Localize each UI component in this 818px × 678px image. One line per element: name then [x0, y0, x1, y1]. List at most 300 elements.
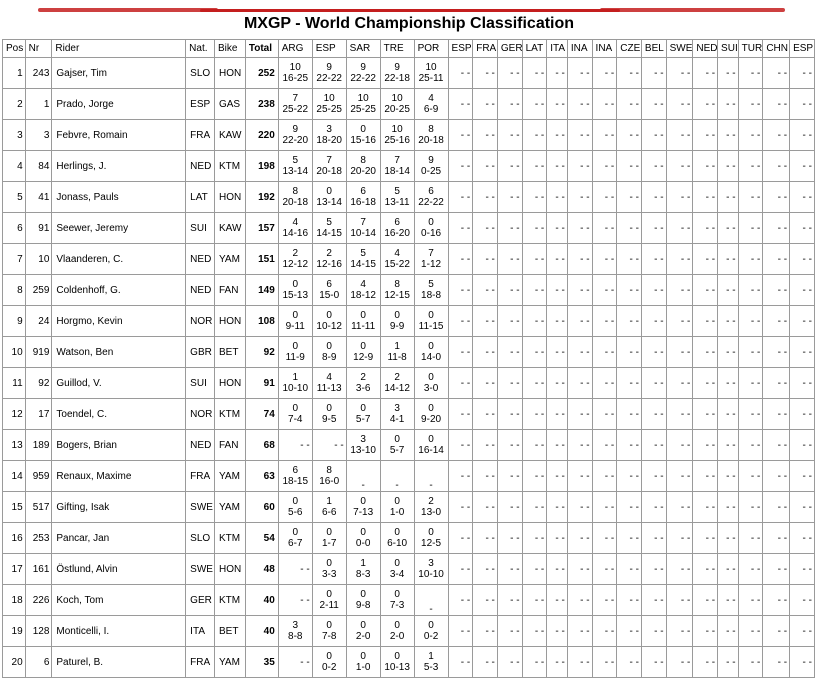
event-points: 0 — [360, 341, 366, 352]
heat-points: 20-18 — [316, 166, 342, 177]
event-empty-cell: - - — [718, 182, 739, 213]
event-empty-cell: - - — [666, 368, 693, 399]
event-empty-cell: - - — [666, 523, 693, 554]
heat-points: 3-6 — [355, 383, 371, 394]
event-empty-cell: - - — [738, 275, 763, 306]
event-empty-cell: - - — [567, 368, 592, 399]
heat-points: 13-10 — [350, 445, 376, 456]
event-empty-cell: - - — [763, 399, 790, 430]
event-result-cell — [414, 523, 448, 554]
event-empty-cell: - - — [522, 58, 547, 89]
event-empty-cell: - - — [497, 89, 522, 120]
cell-total: 220 — [245, 120, 278, 151]
table-row — [3, 58, 815, 89]
event-result-cell — [414, 492, 448, 523]
event-empty-cell: - - — [718, 554, 739, 585]
event-points: 0 — [326, 186, 332, 197]
event-empty-cell: - - — [738, 368, 763, 399]
event-empty-cell: - - — [763, 275, 790, 306]
event-empty-cell: - - — [641, 430, 666, 461]
heat-points: 1-7 — [321, 538, 337, 549]
event-empty-cell: - - — [693, 399, 718, 430]
event-points: 9 — [394, 62, 400, 73]
cell-rider[interactable]: Gajser, Tim — [52, 58, 186, 89]
cell-rider[interactable]: Paturel, B. — [52, 647, 186, 678]
event-empty-cell: - - — [497, 213, 522, 244]
cell-rider[interactable]: Watson, Ben — [52, 337, 186, 368]
event-result-cell — [414, 182, 448, 213]
header-event-tre[interactable]: TRE — [380, 40, 414, 58]
event-empty-cell: - - — [522, 337, 547, 368]
event-empty-cell: - - — [567, 616, 592, 647]
header-event-sar[interactable]: SAR — [346, 40, 380, 58]
header-pos[interactable]: Pos — [3, 40, 26, 58]
event-empty-cell: - - — [592, 89, 617, 120]
event-points: 3 — [428, 558, 434, 569]
event-result-cell — [312, 616, 346, 647]
event-empty-cell: - - — [763, 244, 790, 275]
event-empty-cell: - - — [448, 182, 473, 213]
event-empty-cell: - - — [641, 306, 666, 337]
event-result-cell — [278, 182, 312, 213]
event-result-cell — [380, 58, 414, 89]
heat-points: 6-6 — [321, 507, 337, 518]
event-empty-cell: - - — [641, 182, 666, 213]
cell-rider[interactable]: Jonass, Pauls — [52, 182, 186, 213]
event-empty-cell: - - — [617, 585, 642, 616]
event-empty-cell: - - — [497, 151, 522, 182]
cell-rider[interactable]: Östlund, Alvin — [52, 554, 186, 585]
cell-bike: KTM — [214, 151, 245, 182]
event-empty-cell: - - — [718, 585, 739, 616]
event-empty-cell: - - — [448, 523, 473, 554]
event-empty-cell: - - — [567, 213, 592, 244]
cell-nat: FRA — [186, 120, 215, 151]
header-event-ned[interactable]: NED — [693, 40, 718, 58]
event-empty-cell: - - — [738, 616, 763, 647]
cell-nr: 41 — [25, 182, 52, 213]
event-result-cell — [278, 58, 312, 89]
event-empty-cell: - - — [693, 213, 718, 244]
event-result-cell — [346, 213, 380, 244]
event-empty-cell: - - — [522, 306, 547, 337]
event-empty-cell: - - — [738, 492, 763, 523]
event-empty-cell: - - — [666, 554, 693, 585]
cell-nr: 259 — [25, 275, 52, 306]
event-empty-cell: - - — [666, 461, 693, 492]
cell-pos: 2 — [3, 89, 26, 120]
event-empty-cell: - - — [448, 430, 473, 461]
cell-rider[interactable]: Monticelli, I. — [52, 616, 186, 647]
event-empty-cell: - - — [522, 120, 547, 151]
header-event-esp[interactable]: ESP — [790, 40, 815, 58]
event-empty-cell: - - — [567, 244, 592, 275]
event-points: 3 — [292, 620, 299, 631]
event-empty-cell: - - — [473, 151, 498, 182]
event-empty-cell: - - — [617, 151, 642, 182]
cell-nat: GER — [186, 585, 215, 616]
event-empty-cell: - - — [641, 647, 666, 678]
event-empty-cell: - - — [666, 213, 693, 244]
heat-points: 8-9 — [321, 352, 337, 363]
event-empty-cell: - - — [617, 616, 642, 647]
table-row — [3, 430, 815, 461]
event-empty-cell: - - — [473, 182, 498, 213]
cell-nat: NED — [186, 430, 215, 461]
event-empty-cell: - - — [718, 275, 739, 306]
event-empty-cell: - - — [547, 647, 568, 678]
cell-rider[interactable]: Horgmo, Kevin — [52, 306, 186, 337]
heat-points: 3-0 — [423, 383, 439, 394]
event-empty-cell: - - — [617, 554, 642, 585]
event-empty-cell: - - — [790, 430, 815, 461]
heat-points: 13-14 — [282, 166, 309, 177]
event-result-cell — [380, 368, 414, 399]
heat-points: 3-3 — [321, 569, 337, 580]
heat-points: 11-15 — [418, 321, 444, 332]
event-empty-cell: - - — [693, 275, 718, 306]
event-result-cell — [278, 492, 312, 523]
heat-points: 9-9 — [389, 321, 405, 332]
heat-points: 18-12 — [350, 290, 376, 301]
event-empty-cell: - - — [641, 120, 666, 151]
heat-points: 14-15 — [316, 228, 342, 239]
cell-pos: 4 — [3, 151, 26, 182]
event-empty-cell: - - — [473, 616, 498, 647]
event-result-cell — [346, 120, 380, 151]
cell-rider[interactable]: Koch, Tom — [52, 585, 186, 616]
event-result-cell — [312, 89, 346, 120]
heat-points: 1-0 — [389, 507, 405, 518]
event-result-cell — [346, 306, 380, 337]
event-empty-cell: - - — [666, 430, 693, 461]
event-points: 10 — [391, 93, 403, 104]
header-event-esp[interactable]: ESP — [448, 40, 473, 58]
event-empty-cell: - - — [522, 461, 547, 492]
header-event-lat[interactable]: LAT — [522, 40, 547, 58]
cell-bike: YAM — [214, 244, 245, 275]
table-row — [3, 585, 815, 616]
event-empty-cell: - - — [617, 399, 642, 430]
event-empty-cell: - - — [738, 337, 763, 368]
event-empty-cell: - - — [497, 461, 522, 492]
event-empty-cell: - - — [790, 58, 815, 89]
classification-table — [2, 39, 815, 678]
event-result-cell — [380, 554, 414, 585]
cell-rider[interactable]: Toendel, C. — [52, 399, 186, 430]
cell-total: 40 — [245, 616, 278, 647]
table-row — [3, 151, 815, 182]
event-points: 5 — [394, 186, 400, 197]
event-empty-cell: - - — [790, 120, 815, 151]
heat-points: 22-18 — [384, 73, 410, 84]
event-points: 0 — [292, 527, 299, 538]
event-empty-cell: - - — [473, 647, 498, 678]
event-empty-cell: - - — [718, 430, 739, 461]
cell-rider[interactable]: Pancar, Jan — [52, 523, 186, 554]
event-result-cell — [414, 616, 448, 647]
event-result-cell — [380, 430, 414, 461]
event-empty-cell: - - — [790, 554, 815, 585]
cell-total: 151 — [245, 244, 278, 275]
event-empty-cell: - - — [693, 306, 718, 337]
event-points: 0 — [428, 527, 434, 538]
heat-points: 7-8 — [321, 631, 337, 642]
heat-points: 13-14 — [316, 197, 342, 208]
event-empty-cell: - - — [666, 275, 693, 306]
event-result-cell — [414, 647, 448, 678]
event-result-cell — [312, 244, 346, 275]
event-points: 0 — [360, 124, 366, 135]
event-empty-cell: - - — [567, 182, 592, 213]
event-points: 7 — [360, 217, 366, 228]
event-empty-cell: - - — [278, 430, 312, 461]
heat-points: 22-20 — [282, 135, 309, 146]
event-empty-cell: - - — [592, 585, 617, 616]
event-points: 6 — [394, 217, 400, 228]
event-empty-cell: - - — [567, 523, 592, 554]
cell-total: 149 — [245, 275, 278, 306]
heat-points: 18-8 — [421, 290, 442, 301]
header-event-swe[interactable]: SWE — [666, 40, 693, 58]
event-result-cell — [312, 337, 346, 368]
event-empty-cell: - - — [693, 523, 718, 554]
event-points: 4 — [360, 279, 366, 290]
event-empty-cell: - - — [693, 120, 718, 151]
event-empty-cell: - - — [718, 306, 739, 337]
event-result-cell — [346, 244, 380, 275]
cell-pos: 9 — [3, 306, 26, 337]
event-points: 7 — [292, 93, 299, 104]
header-event-arg[interactable]: ARG — [278, 40, 312, 58]
event-empty-cell: - - — [448, 368, 473, 399]
event-points: 8 — [428, 124, 434, 135]
table-row — [3, 523, 815, 554]
event-empty-cell: - - — [790, 523, 815, 554]
event-empty-cell: - - — [641, 523, 666, 554]
header-event-chn[interactable]: CHN — [763, 40, 790, 58]
header-event-cze[interactable]: CZE — [617, 40, 642, 58]
cell-nr: 253 — [25, 523, 52, 554]
event-empty-cell: - - — [473, 89, 498, 120]
event-empty-cell: - - — [448, 213, 473, 244]
header-event-sui[interactable]: SUI — [718, 40, 739, 58]
event-points: 0 — [394, 651, 400, 662]
event-result-cell — [312, 585, 346, 616]
event-empty-cell: - - — [763, 647, 790, 678]
event-empty-cell: - - — [592, 337, 617, 368]
heat-points: 10-10 — [418, 569, 444, 580]
event-empty-cell: - - — [641, 89, 666, 120]
event-points: 0 — [360, 310, 366, 321]
event-result-cell — [346, 368, 380, 399]
event-points: 8 — [360, 155, 366, 166]
event-empty-cell: - - — [547, 182, 568, 213]
cell-nr: 6 — [25, 647, 52, 678]
event-empty-cell: - - — [763, 213, 790, 244]
event-result-cell: - — [414, 585, 448, 616]
header-event-esp[interactable]: ESP — [312, 40, 346, 58]
table-row — [3, 399, 815, 430]
event-empty-cell: - - — [448, 89, 473, 120]
event-empty-cell: - - — [666, 616, 693, 647]
cell-rider[interactable]: Prado, Jorge — [52, 89, 186, 120]
event-empty-cell: - - — [592, 616, 617, 647]
cell-rider[interactable]: Gifting, Isak — [52, 492, 186, 523]
event-empty-cell: - - — [718, 399, 739, 430]
heat-points: 14-0 — [421, 352, 442, 363]
cell-total: 92 — [245, 337, 278, 368]
heat-points: 18-14 — [384, 166, 410, 177]
event-empty-cell: - - — [497, 492, 522, 523]
event-empty-cell: - - — [617, 213, 642, 244]
event-empty-cell: - - — [617, 492, 642, 523]
cell-total: 35 — [245, 647, 278, 678]
event-points: 10 — [357, 93, 369, 104]
cell-total: 48 — [245, 554, 278, 585]
event-empty-cell: - - — [567, 89, 592, 120]
cell-rider[interactable]: Renaux, Maxime — [52, 461, 186, 492]
event-points: 0 — [292, 496, 299, 507]
event-empty-cell: - - — [497, 58, 522, 89]
event-empty-cell: - - — [522, 244, 547, 275]
event-points: 0 — [292, 341, 299, 352]
header-bike[interactable]: Bike — [214, 40, 245, 58]
heat-points: 16-25 — [282, 73, 309, 84]
event-empty-cell: - - — [592, 492, 617, 523]
header-event-fra[interactable]: FRA — [473, 40, 498, 58]
event-empty-cell: - - — [738, 647, 763, 678]
header-event-bel[interactable]: BEL — [641, 40, 666, 58]
event-empty-cell: - - — [617, 306, 642, 337]
heat-points: 5-7 — [389, 445, 405, 456]
cell-pos: 7 — [3, 244, 26, 275]
event-empty-cell: - - — [718, 616, 739, 647]
event-empty-cell: - - — [312, 430, 346, 461]
event-empty-cell: - - — [790, 213, 815, 244]
cell-rider[interactable]: Herlings, J. — [52, 151, 186, 182]
cell-nat: SLO — [186, 523, 215, 554]
event-empty-cell: - - — [567, 120, 592, 151]
event-empty-cell: - - — [592, 399, 617, 430]
event-points: 6 — [326, 279, 332, 290]
cell-nat: SUI — [186, 368, 215, 399]
event-empty-cell: - - — [617, 244, 642, 275]
heat-points: 15-0 — [319, 290, 340, 301]
event-empty-cell: - - — [448, 399, 473, 430]
event-empty-cell: - - — [592, 461, 617, 492]
heat-points: 1-12 — [421, 259, 442, 270]
event-empty-cell: - - — [763, 430, 790, 461]
event-empty-cell: - - — [666, 151, 693, 182]
event-points: 1 — [360, 558, 366, 569]
event-empty-cell: - - — [592, 430, 617, 461]
heat-points: 20-18 — [282, 197, 309, 208]
event-empty-cell: - - — [666, 337, 693, 368]
header-event-tur[interactable]: TUR — [738, 40, 763, 58]
event-empty-cell: - - — [666, 58, 693, 89]
event-points: 6 — [360, 186, 366, 197]
event-result-cell — [312, 399, 346, 430]
event-points: 2 — [428, 496, 434, 507]
event-empty-cell: - - — [547, 430, 568, 461]
header-event-ita[interactable]: ITA — [547, 40, 568, 58]
event-empty-cell: - - — [547, 89, 568, 120]
event-result-cell — [346, 89, 380, 120]
cell-rider[interactable]: Coldenhoff, G. — [52, 275, 186, 306]
heat-points: 5-6 — [288, 507, 303, 518]
event-result-cell — [278, 306, 312, 337]
cell-rider[interactable]: Seewer, Jeremy — [52, 213, 186, 244]
event-result-cell — [346, 616, 380, 647]
header-total[interactable]: Total — [245, 40, 278, 58]
event-points: 0 — [428, 434, 434, 445]
event-empty-cell: - - — [547, 585, 568, 616]
heat-points: 16-20 — [384, 228, 410, 239]
event-empty-cell: - - — [666, 89, 693, 120]
event-result-cell — [278, 244, 312, 275]
event-result-cell — [380, 244, 414, 275]
header-event-por[interactable]: POR — [414, 40, 448, 58]
event-empty-cell: - - — [763, 461, 790, 492]
cell-rider[interactable]: Bogers, Brian — [52, 430, 186, 461]
event-points: 2 — [326, 248, 332, 259]
event-empty-cell: - - — [617, 523, 642, 554]
heat-points: 22-22 — [418, 197, 444, 208]
event-empty-cell: - - — [522, 492, 547, 523]
heat-points: 14-15 — [350, 259, 376, 270]
cell-rider[interactable]: Vlaanderen, C. — [52, 244, 186, 275]
header-event-ina[interactable]: INA — [592, 40, 617, 58]
cell-bike: HON — [214, 306, 245, 337]
heat-points: 3-4 — [389, 569, 405, 580]
event-empty-cell: - - — [738, 213, 763, 244]
cell-nat: SUI — [186, 213, 215, 244]
event-points: 0 — [292, 403, 299, 414]
heat-points: 0-2 — [423, 631, 439, 642]
header-event-ger[interactable]: GER — [497, 40, 522, 58]
event-empty-cell: - - — [617, 337, 642, 368]
header-rider[interactable]: Rider — [52, 40, 186, 58]
header-nr[interactable]: Nr — [25, 40, 52, 58]
cell-nat: NED — [186, 244, 215, 275]
cell-rider[interactable]: Febvre, Romain — [52, 120, 186, 151]
event-points: 7 — [394, 155, 400, 166]
cell-rider[interactable]: Guillod, V. — [52, 368, 186, 399]
event-empty-cell: - - — [617, 120, 642, 151]
event-empty-cell: - - — [522, 554, 547, 585]
event-empty-cell: - - — [592, 151, 617, 182]
event-result-cell — [346, 647, 380, 678]
event-empty-cell: - - — [718, 244, 739, 275]
event-result-cell — [414, 554, 448, 585]
header-event-ina[interactable]: INA — [567, 40, 592, 58]
event-points: 0 — [394, 310, 400, 321]
event-empty-cell: - - — [763, 120, 790, 151]
event-empty-cell: - - — [522, 647, 547, 678]
event-empty-cell: - - — [617, 275, 642, 306]
heat-points: 13-0 — [421, 507, 442, 518]
event-empty-cell: - - — [738, 151, 763, 182]
event-empty-cell: - - — [666, 647, 693, 678]
event-empty-cell: - - — [497, 647, 522, 678]
event-empty-cell: - - — [547, 461, 568, 492]
event-empty-cell: - - — [473, 244, 498, 275]
header-brush-line — [200, 9, 620, 12]
header-nat[interactable]: Nat. — [186, 40, 215, 58]
heat-points: 6-9 — [423, 104, 439, 115]
event-empty-cell: - - — [718, 647, 739, 678]
